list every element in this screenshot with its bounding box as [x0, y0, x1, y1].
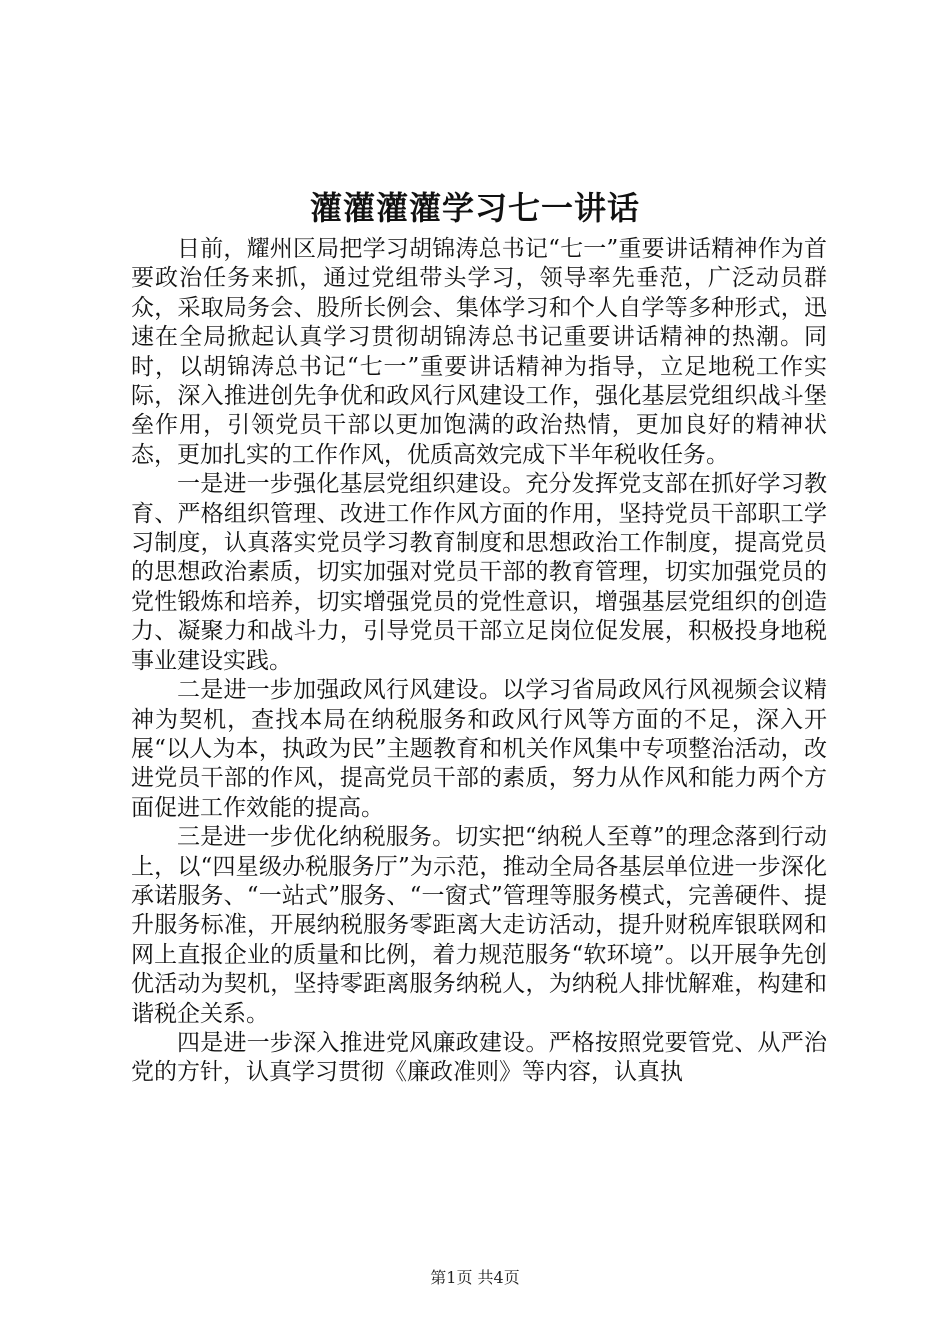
paragraph-point-4: 四是进一步深入推进党风廉政建设。严格按照党要管党、从严治党的方针，认真学习贯彻《廉政准则》等内容，认真执 — [131, 1029, 827, 1086]
paragraph-intro: 日前，耀州区局把学习胡锦涛总书记“七一”重要讲话精神作为首要政治任务来抓，通过党组带头学习，领导率先垂范，广泛动员群众，采取局务会、股所长例会、集体学习和个人自学等多种形式，迅速在全局掀起认真学习贯彻胡锦涛总书记重要讲话精神的热潮。同时，以胡锦涛总书记“七一”重要讲话精神为指导，立足地税工作实际，深入推进创先争优和政风行风建设工作，强化基层党组织战斗堡垒作用，引领党员干部以更加饱满的政治热情，更加良好的精神状态，更加扎实的工作作风，优质高效完成下半年税收任务。 — [131, 236, 827, 468]
paragraph-point-1: 一是进一步强化基层党组织建设。充分发挥党支部在抓好学习教育、严格组织管理、改进工作作风方面的作用，坚持党员干部职工学习制度，认真落实党员学习教育制度和思想政治工作制度，提高党员的思想政治素质，切实加强对党员干部的教育管理，切实加强党员的党性锻炼和培养，切实增强党员的党性意识，增强基层党组织的创造力、凝聚力和战斗力，引导党员干部立足岗位促发展，积极投身地税事业建设实践。 — [131, 471, 827, 674]
paragraph-point-3: 三是进一步优化纳税服务。切实把“纳税人至尊”的理念落到行动上，以“四星级办税服务厅”为示范，推动全局各基层单位进一步深化承诺服务、“一站式”服务、“一窗式”管理等服务模式，完善硬件、提升服务标准，开展纳税服务零距离大走访活动，提升财税库银联网和网上直报企业的质量和比例，着力规范服务“软环境”。以开展争先创优活动为契机，坚持零距离服务纳税人，为纳税人排忧解难，构建和谐税企关系。 — [131, 824, 827, 1027]
document-title: 灌灌灌灌学习七一讲话 — [309, 189, 640, 227]
paragraph-point-2: 二是进一步加强政风行风建设。以学习省局政风行风视频会议精神为契机，查找本局在纳税服务和政风行风等方面的不足，深入开展“以人为本，执政为民”主题教育和机关作风集中专项整治活动，改进党员干部的作风，提高党员干部的素质，努力从作风和能力两个方面促进工作效能的提高。 — [131, 677, 827, 821]
page-number-footer: 第1页 共4页 — [430, 1268, 520, 1287]
document-body — [131, 235, 827, 1088]
